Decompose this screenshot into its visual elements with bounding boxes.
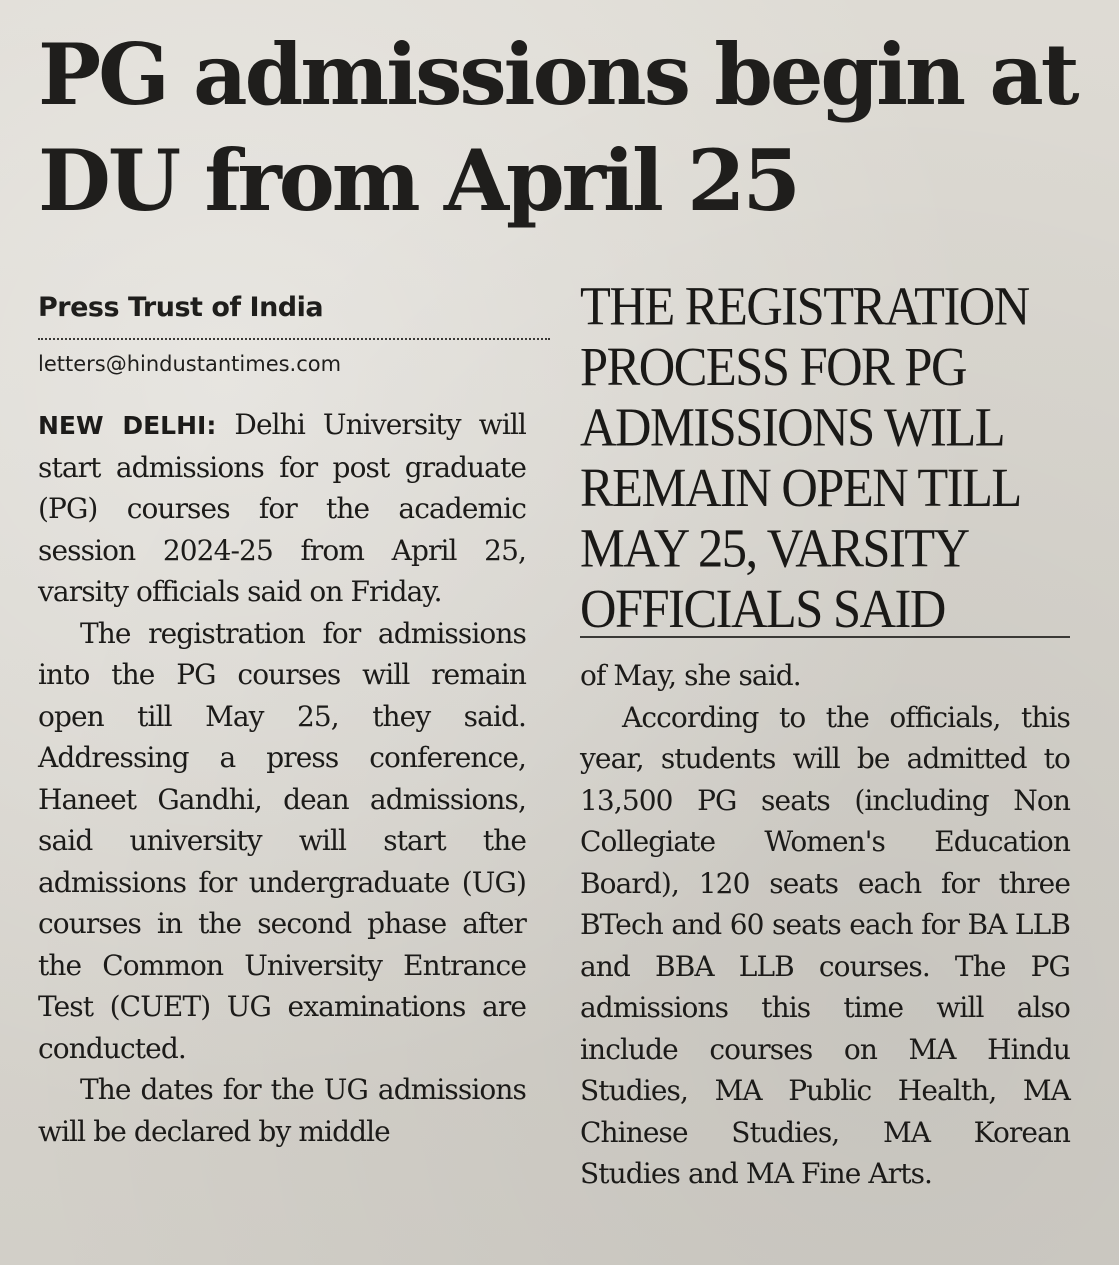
- paragraph: The dates for the UG admissions will be declared by middle: [38, 1073, 526, 1148]
- headline: PG admissions begin at DU from April 25: [38, 25, 1077, 230]
- paragraph: According to the officials, this year, students will be admitted to 13,500 PG seats (including Non Collegiate Women's Education Board), 120 seats each for three BTech and 60 seats each for BA LLB and BBA LLB courses. The PG admissions this time will also include courses on MA Hindu Studies, MA Public Health, MA Chinese Studies, MA Korean Studies and MA Fine Arts.: [580, 700, 1070, 1190]
- pull-quote: THE REGISTRATION PROCESS FOR PG ADMISSIONS WILL REMAIN OPEN TILL MAY 25, VARSITY OFFICIALS SAID: [580, 276, 1029, 639]
- pull-quote-divider: [580, 636, 1070, 638]
- paragraph: [38, 404, 526, 613]
- byline-divider: [38, 338, 550, 340]
- article-column-right: [580, 655, 1070, 1195]
- article-column-left: [38, 404, 526, 1152]
- paragraph: of May, she said.: [580, 659, 801, 692]
- dateline: NEW DELHI:: [38, 411, 217, 440]
- contact-email: letters@hindustantimes.com: [38, 352, 342, 376]
- byline: Press Trust of India: [38, 292, 324, 323]
- paragraph: The registration for admissions into the PG courses will remain open till May 25, they said. Addressing a press conference, Haneet Gandhi, dean admissions, said university will start the admissions for undergraduate (UG) courses in the second phase after the Common University Entrance Test (CUET) UG examinations are conducted.: [38, 616, 526, 1065]
- paragraph-text: Delhi University will start admissions for post graduate (PG) courses for the academic session 2024-25 from April 25, varsity officials said on Friday.: [38, 408, 526, 608]
